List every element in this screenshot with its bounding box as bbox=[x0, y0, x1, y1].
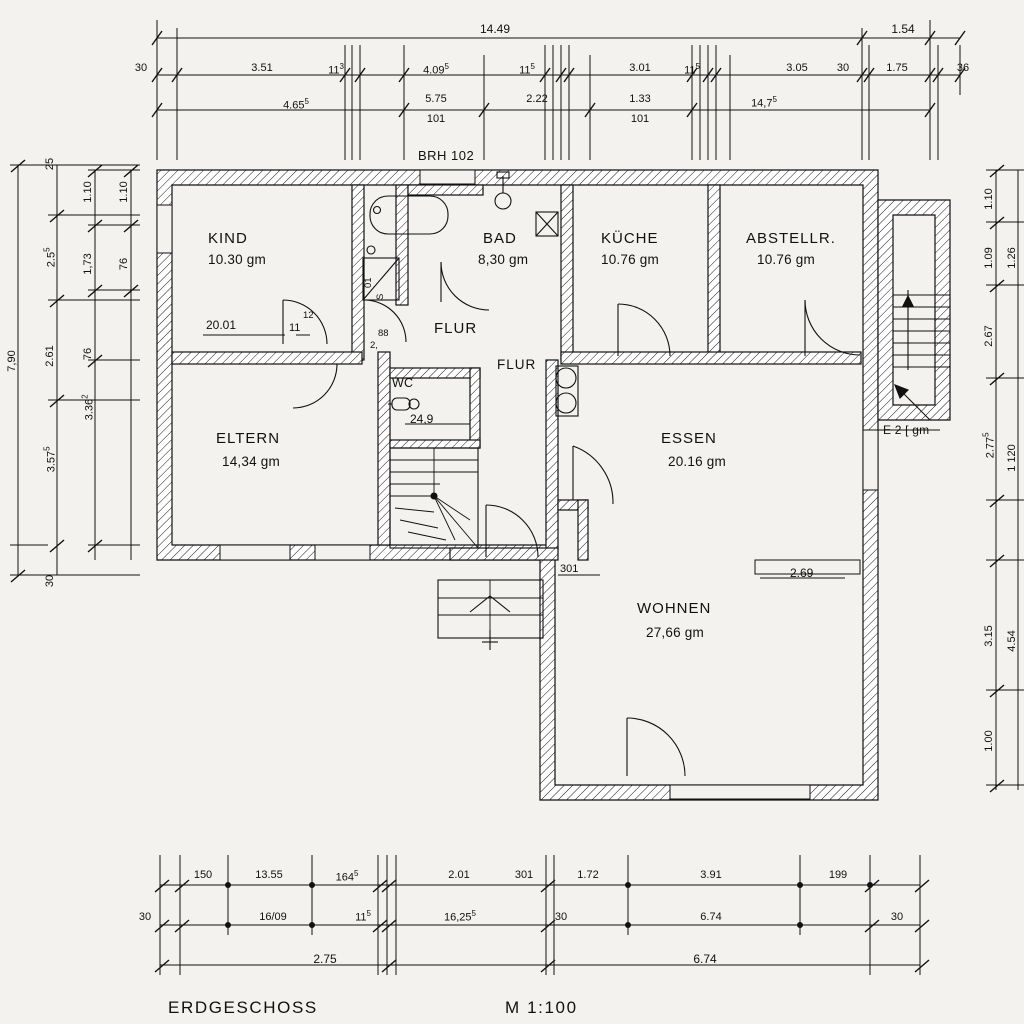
room-area-kueche: 10.76 gm bbox=[601, 252, 659, 267]
dim-top-b-2: $11^3$ bbox=[328, 62, 344, 77]
dim-top-c-1: 5.75 bbox=[425, 93, 447, 105]
drawing-title: ERDGESCHOSS bbox=[168, 998, 318, 1017]
room-label-kueche: KÜCHE bbox=[601, 230, 659, 247]
room-area-kind: 10.30 gm bbox=[208, 252, 266, 267]
dim-left-7: 76 bbox=[82, 347, 94, 361]
dim-left-5: 30 bbox=[44, 574, 56, 588]
dim-bottom-b-6: 30 bbox=[890, 911, 904, 923]
room-label-wohnen: WOHNEN bbox=[637, 600, 712, 617]
dim-top-a-1: 1.54 bbox=[891, 22, 915, 36]
dim-right-0: 1.10 bbox=[983, 188, 995, 210]
room-area-wohnen: 27,66 gm bbox=[646, 625, 704, 640]
dim-bottom-a-5: 1.72 bbox=[577, 869, 599, 881]
dim-left-2: 2.61 bbox=[44, 345, 56, 367]
room-area-essen: 20.16 gm bbox=[668, 454, 726, 469]
room-label-wc: WC bbox=[392, 376, 414, 390]
dim-top-b-5: 3.01 bbox=[629, 62, 651, 74]
dim-flur-stack-3: 88 bbox=[378, 328, 389, 339]
dim-right-4: 3.15 bbox=[983, 625, 995, 647]
dim-bottom-b-0: 30 bbox=[138, 911, 152, 923]
room-label-e2: E 2 [ gm bbox=[883, 423, 930, 437]
dim-top-a-0: 14.49 bbox=[479, 22, 511, 36]
dim-top-c-0: 4.65$^5$ bbox=[283, 97, 309, 112]
dim-bottom-a-2: $164^5$ bbox=[335, 869, 359, 884]
dim-left-0: 7,90 bbox=[6, 350, 18, 372]
dim-kind-wall-small: 11 bbox=[289, 322, 301, 334]
dim-wc: 24,9 bbox=[410, 412, 434, 426]
room-label-flur-2: FLUR bbox=[497, 357, 537, 372]
dim-kind-wall-sup: 12 bbox=[303, 310, 314, 321]
dim-right-2: 2.67 bbox=[983, 325, 995, 347]
dim-right-3: 2.77$^5$ bbox=[981, 432, 997, 459]
dim-bottom-a-6: 3.91 bbox=[700, 869, 722, 881]
note-brh: BRH 102 bbox=[418, 148, 475, 163]
dim-top-b-8: 30 bbox=[836, 62, 850, 74]
room-area-eltern: 14,34 gm bbox=[222, 454, 280, 469]
dim-bottom-c-0: 2.75 bbox=[313, 952, 337, 966]
dim-top-b-3: 4.09$^5$ bbox=[423, 62, 449, 77]
dim-top-b-7: 3.05 bbox=[786, 62, 808, 74]
dim-wohnen: 2.69 bbox=[790, 566, 814, 580]
dim-top-b-0: 30 bbox=[134, 62, 148, 74]
dim-flur-stack-2: S bbox=[375, 293, 386, 300]
dim-right-1: 1.09 bbox=[983, 247, 995, 269]
dim-bottom-b-2: $11^5$ bbox=[355, 909, 371, 924]
dim-top-b-9: 1.75 bbox=[886, 62, 908, 74]
dim-top-b-6: $11^5$ bbox=[684, 62, 700, 77]
room-label-essen: ESSEN bbox=[661, 430, 717, 447]
dim-kind-wall: 20.01 bbox=[206, 318, 237, 332]
dim-top-b-4: $11^5$ bbox=[519, 62, 535, 77]
dim-flur-stack-4: 2, bbox=[370, 340, 378, 351]
dim-top-b-1: 3.51 bbox=[251, 62, 273, 74]
dim-left-10: 76 bbox=[118, 257, 130, 271]
dim-right-6: 1.26 bbox=[1006, 247, 1018, 269]
dim-right-8: 4.54 bbox=[1006, 630, 1018, 652]
dim-left-6: 3.36$^2$ bbox=[80, 394, 96, 421]
room-label-flur-1: FLUR bbox=[434, 320, 478, 337]
dim-bottom-b-4: 30 bbox=[554, 911, 568, 923]
dim-left-9: 1.10 bbox=[82, 181, 94, 203]
room-label-kind: KIND bbox=[208, 230, 248, 247]
dim-left-1: 3.57$^5$ bbox=[42, 446, 58, 473]
dim-top-c-6: 101 bbox=[630, 113, 650, 125]
dim-bottom-a-0: 150 bbox=[193, 869, 213, 881]
dim-bottom-b-1: 16/09 bbox=[259, 911, 287, 923]
dim-bottom-a-3: 2.01 bbox=[448, 869, 470, 881]
dim-flur-stack-1: 01 bbox=[363, 277, 374, 288]
dim-top-c-2: 2.22 bbox=[526, 93, 548, 105]
dim-bottom-a-1: 13.55 bbox=[255, 869, 283, 881]
dim-bottom-b-3: 16,25$^5$ bbox=[444, 909, 476, 924]
dim-right-7: 1 120 bbox=[1006, 444, 1018, 472]
dim-top-c-5: 101 bbox=[426, 113, 446, 125]
dim-top-c-3: 1.33 bbox=[629, 93, 651, 105]
dim-left-4: 25 bbox=[44, 157, 56, 171]
dim-left-3: $2.5^5$ bbox=[42, 247, 58, 268]
dim-bottom-b-5: 6.74 bbox=[700, 911, 722, 923]
room-label-eltern: ELTERN bbox=[216, 430, 281, 447]
room-area-bad: 8,30 gm bbox=[478, 252, 529, 267]
dim-bottom-c-1: 6.74 bbox=[693, 952, 717, 966]
room-label-bad: BAD bbox=[483, 230, 517, 247]
room-area-abstellraum: 10.76 gm bbox=[757, 252, 815, 267]
room-label-abstellraum: ABSTELLR. bbox=[746, 230, 836, 247]
drawing-scale: M 1:100 bbox=[505, 998, 578, 1017]
dim-top-c-4: 14,7$^5$ bbox=[751, 95, 777, 110]
dim-left-11: 1.10 bbox=[118, 181, 130, 203]
dim-bottom-a-7: 199 bbox=[828, 869, 848, 881]
dim-essen-door: 301 bbox=[560, 563, 579, 575]
dim-bottom-a-4: 301 bbox=[514, 869, 534, 881]
dim-left-8: 1,73 bbox=[82, 253, 94, 275]
dim-right-5: 1.00 bbox=[983, 730, 995, 752]
dim-top-b-10: 36 bbox=[956, 62, 970, 74]
